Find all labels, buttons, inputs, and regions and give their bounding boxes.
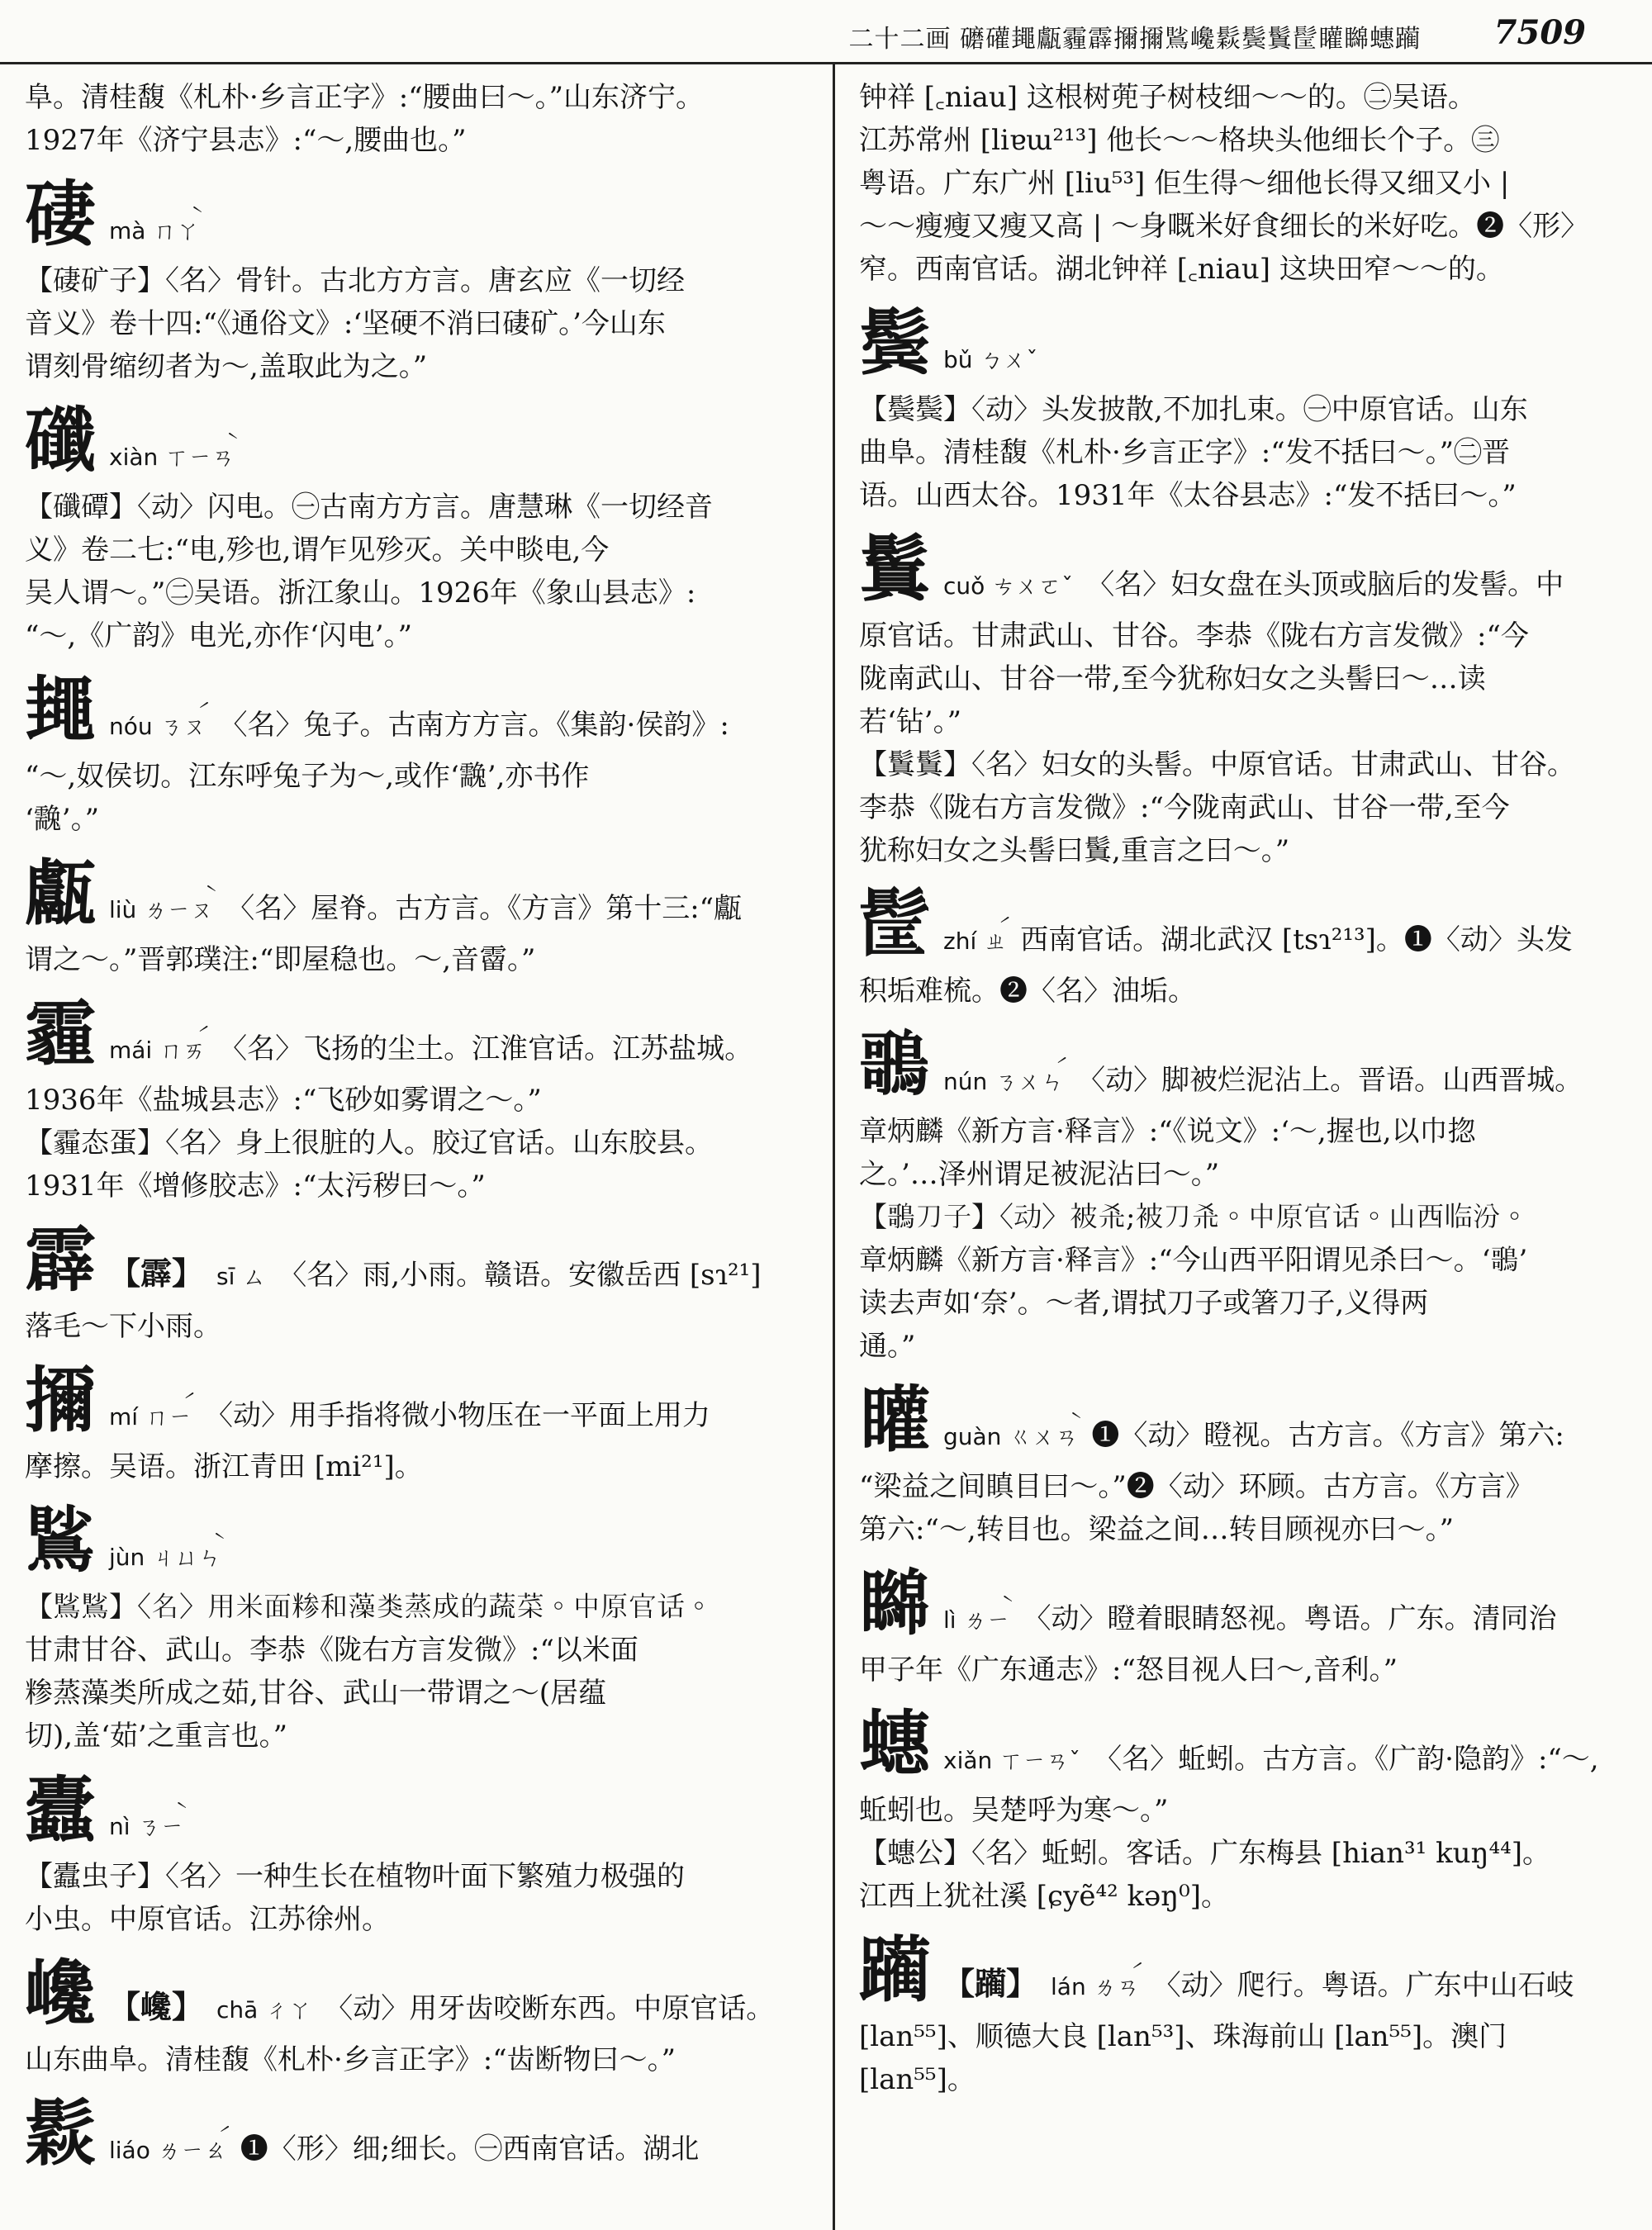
entry-line: 之。’…泽州谓足被泥沾曰～。” (859, 1158, 1220, 1191)
entry-line: 江苏常州 [liɐɯ²¹³] 他长～～格块头他细长个子。㊂ (859, 124, 1500, 157)
headword-pinyin: liù ㄌㄧㄡ̀ (109, 896, 214, 923)
headword-char: 霾 (25, 992, 96, 1075)
headword-char: 𪃧 (25, 1499, 96, 1582)
headword-entry (25, 1949, 816, 2038)
entry-line: 音义》卷十四:“《通俗文》:‘坚硬不消曰䃀矿。’今山东 (25, 307, 666, 340)
headword-entry (25, 1216, 816, 1305)
headword-pinyin: sī ㄙ (216, 1263, 266, 1290)
headword-char: 𩬹 (859, 883, 930, 966)
entry-line: 落毛～下小雨。 (25, 1310, 221, 1343)
headword-entry (25, 396, 816, 486)
entry-line: 1936年《盐城县志》:“飞砂如雾谓之～。” (25, 1084, 542, 1117)
right-column (859, 76, 1631, 2223)
headword-pinyin: cuǒ ㄘㄨㄛˇ (943, 572, 1074, 600)
headword-pinyin: lán ㄌㄢ́ (1051, 1973, 1140, 2000)
entry-line: 义》卷二七:“电,殄也,谓乍见殄灭。关中睒电,今 (25, 534, 610, 567)
headword-pinyin: lì ㄌㄧ̀ (943, 1606, 1010, 1634)
entry-line: 小虫。中原官话。江苏徐州。 (25, 1903, 390, 1936)
headword-pinyin: nún ㄋㄨㄣ́ (943, 1068, 1065, 1095)
headword-entry (25, 849, 816, 938)
headword-pinyin: nóu ㄋㄡ́ (109, 713, 206, 740)
headword-char: 𪃿 (859, 1023, 930, 1107)
entry-line: 1931年《增修胶志》:“太污秽曰～。” (25, 1170, 486, 1203)
entry-line: 【鬒鬒】〈名〉妇女的头髻。中原官话。甘肃武山、甘谷。 (859, 748, 1575, 781)
headword-entry (859, 1926, 1631, 2015)
entry-line: ‘䨲’。” (25, 803, 99, 836)
headword-char: 矔 (859, 1378, 930, 1462)
headword-char: 䵷 (25, 668, 96, 752)
headword-entry (859, 1700, 1631, 1789)
entry-text: ❶〈动〉瞪视。古方言。《方言》第六: (1091, 1419, 1564, 1452)
entry-line: 钟祥 [꜀niau] 这根树蔸子树枝细～～的。㊁吴语。 (859, 81, 1476, 114)
entry-line: 阜。清桂馥《札朴·乡言正字》:“腰曲曰～。”山东济宁。 (25, 81, 705, 114)
headword-pinyin: zhí ㄓ́ (943, 928, 1008, 955)
column-divider (833, 64, 835, 2230)
entry-text: 〈名〉兔子。古南方方言。《集韵·侯韵》: (219, 709, 729, 742)
entry-line: 窄。西南官话。湖北钟祥 [꜀niau] 这块田窄～～的。 (859, 253, 1504, 286)
entry-line: 【䃸磹】〈动〉闪电。㊀古南方方言。唐慧琳《一切经音 (25, 491, 713, 524)
headword-entry (859, 1021, 1631, 1110)
headword-char: 躏 (859, 1929, 930, 2012)
headword-pinyin: liáo ㄌㄧㄠ́ (109, 2137, 227, 2164)
headword-char: 蠹 (25, 1768, 96, 1852)
headword-entry (25, 989, 816, 1079)
headword-entry (859, 880, 1631, 970)
entry-line: 【𪃧𪃧】〈名〉用米面糁和藻类蒸成的蔬菜。中原官话。 (25, 1591, 713, 1624)
page-number: 7509 (1493, 13, 1586, 52)
headword-pinyin: chā ㄔㄚ (216, 1996, 312, 2024)
headword-char: 鬏 (25, 2092, 96, 2175)
headword-entry (859, 1559, 1631, 1649)
entry-text: 〈名〉蚯蚓。古方言。《广韵·隐韵》:“～, (1094, 1743, 1599, 1776)
entry-line: 吴人谓～。”㊁吴语。浙江象山。1926年《象山县志》: (25, 576, 696, 610)
entry-line: 原官话。甘肃武山、甘谷。李恭《陇右方言发微》:“今 (859, 619, 1529, 652)
headword-pinyin: mí ㄇㄧ́ (109, 1403, 192, 1431)
headword-variant: 【巉】 (109, 1988, 204, 2025)
headword-pinyin: xiǎn ㄒㄧㄢˇ (943, 1747, 1081, 1774)
entry-text: 〈动〉用牙齿咬断东西。中原官话。 (325, 1992, 775, 2025)
entry-line: 江西上犹社溪 [ɕyẽ⁴² kəŋ⁰]。 (859, 1880, 1230, 1913)
entry-line: 陇南武山、甘谷一带,至今犹称妇女之头髻曰～…读 (859, 662, 1486, 695)
headword-pinyin: mà ㄇㄚ̀ (109, 217, 200, 244)
entry-line: 谓刻骨缩纫者为～,盖取此为之。” (25, 350, 428, 383)
entry-line: “梁益之间瞋目曰～。”❷〈动〉环顾。古方言。《方言》 (859, 1470, 1534, 1503)
entry-line: 曲阜。清桂馥《札朴·乡言正字》:“发不括曰～。”㊁晋 (859, 436, 1511, 469)
entry-line: 第六:“～,转目也。梁益之间…转目顾视亦曰～。” (859, 1513, 1455, 1546)
entry-text: 〈名〉屋脊。古方言。《方言》第十三:“甗 (226, 892, 743, 925)
entry-text: 〈动〉瞪着眼睛怒视。粤语。广东。清同治 (1023, 1602, 1557, 1635)
entry-text: ❶〈形〉细;细长。㊀西南官话。湖北 (240, 2133, 700, 2166)
entry-line: 甘肃甘谷、武山。李恭《陇右方言发微》:“以米面 (25, 1634, 638, 1667)
entry-line: 通。” (859, 1330, 916, 1363)
left-column (25, 76, 816, 2223)
entry-line: 语。山西太谷。1931年《太谷县志》:“发不括曰～。” (859, 479, 1517, 512)
entry-text: 〈名〉雨,小雨。赣语。安徽岳西 [sɿ²¹] (278, 1259, 762, 1292)
headword-entry (859, 1376, 1631, 1465)
entry-line: 【𪃿刀子】〈动〉被杀;被刀杀。中原官话。山西临汾。 (859, 1201, 1529, 1234)
entry-line: 李恭《陇右方言发微》:“今陇南武山、甘谷一带,至今 (859, 791, 1510, 824)
headword-pinyin: bǔ ㄅㄨˇ (943, 346, 1038, 373)
entry-line: 摩擦。吴语。浙江青田 [mi²¹]。 (25, 1450, 423, 1483)
headword-char: 蟪 (859, 1702, 930, 1786)
entry-line: 谓之～。”晋郭璞注:“即屋稳也。～,音霤。” (25, 943, 536, 976)
headword-pinyin: jùn ㄐㄩㄣ̀ (109, 1544, 222, 1571)
headword-entry (25, 1356, 816, 1445)
headword-entry (25, 1766, 816, 1855)
entry-line: 章炳麟《新方言·释言》:“今山西平阳谓见杀曰～。‘𪃿’ (859, 1244, 1528, 1277)
entry-line: 【蠹虫子】〈名〉一种生长在植物叶面下繁殖力极强的 (25, 1860, 685, 1893)
entry-line: “～,《广韵》电光,亦作‘闪电’。” (25, 619, 412, 652)
entry-line: 积垢难梳。❷〈名〉油垢。 (859, 975, 1196, 1008)
headword-char: 䃸 (25, 399, 96, 482)
entry-line: 山东曲阜。清桂馥《札朴·乡言正字》:“齿断物曰～。” (25, 2043, 676, 2076)
entry-line: [lan⁵⁵]、顺德大良 [lan⁵³]、珠海前山 [lan⁵⁵]。澳门 (859, 2020, 1507, 2053)
entry-line: 1927年《济宁县志》:“～,腰曲也。” (25, 124, 467, 157)
entry-text: 〈名〉飞扬的尘土。江淮官话。江苏盐城。 (219, 1032, 753, 1065)
headword-char: 䃀 (25, 173, 96, 256)
headword-variant: 【霹】 (109, 1255, 204, 1292)
entry-text: 〈动〉脚被烂泥沾上。晋语。山西晋城。 (1077, 1064, 1583, 1097)
entry-line: 【霾态蛋】〈名〉身上很脏的人。胶辽官话。山东胶县。 (25, 1127, 713, 1160)
entry-line: 蚯蚓也。吴楚呼为寒～。” (859, 1794, 1169, 1827)
entry-line: 糁蒸藻类所成之茹,甘谷、武山一带谓之～(居蕴 (25, 1677, 607, 1710)
entry-line: ～～瘦瘦又瘦又高 | ～身嘅米好食细长的米好吃。❷〈形〉 (859, 210, 1589, 243)
headword-entry (25, 2090, 816, 2179)
headword-char: 甗 (25, 852, 96, 935)
headword-entry (859, 299, 1631, 388)
entry-text: 〈动〉爬行。粤语。广东中山石岐 (1152, 1969, 1574, 2002)
headword-entry (25, 1497, 816, 1586)
entry-line: 【鬓鬓】〈动〉头发披散,不加扎束。㊀中原官话。山东 (859, 393, 1528, 426)
entry-text: 〈动〉用手指将微小物压在一平面上用力 (204, 1399, 710, 1432)
entry-line: 若‘钻’。” (859, 705, 961, 738)
headword-pinyin: guàn ㄍㄨㄢ̀ (943, 1423, 1079, 1450)
headword-char: 矊 (859, 1562, 930, 1645)
running-header: 二十二画 礳礶䵷甗霾霹擟擟𪃧巉鬏鬓鬒𩬹矔矊蟪躏 (848, 25, 1421, 54)
headword-char: 巉 (25, 1952, 96, 2035)
entry-line: 【䃀矿子】〈名〉骨针。古北方方言。唐玄应《一切经 (25, 264, 685, 297)
headword-pinyin: nì ㄋㄧ̀ (109, 1813, 184, 1840)
entry-line: 章炳麟《新方言·释言》:“《说文》:‘～,握也,以巾㧾 (859, 1115, 1476, 1148)
entry-line: 【蟪公】〈名〉蚯蚓。客话。广东梅县 [hian³¹ kuŋ⁴⁴]。 (859, 1837, 1550, 1870)
entry-line: 读去声如‘奈’。～者,谓拭刀子或箸刀子,义得两 (859, 1287, 1429, 1320)
headword-char: 鬓 (859, 301, 930, 385)
headword-char: 鬒 (859, 528, 930, 611)
headword-entry (25, 666, 816, 755)
entry-line: [lan⁵⁵]。 (859, 2063, 976, 2096)
entry-text: 西南官话。湖北武汉 [tsɿ²¹³]。❶〈动〉头发 (1020, 923, 1573, 956)
headword-char: 擟 (25, 1359, 96, 1442)
headword-pinyin: xiàn ㄒㄧㄢ̀ (109, 444, 235, 471)
headword-entry (859, 525, 1631, 614)
entry-line: “～,奴侯切。江东呼兔子为～,或作‘䨲’,亦书作 (25, 760, 590, 793)
entry-line: 切),盖‘茹’之重言也。” (25, 1720, 288, 1753)
headword-entry (25, 170, 816, 259)
headword-char: 霹 (25, 1218, 96, 1302)
entry-line: 犹称妇女之头髻曰鬒,重言之曰～。” (859, 834, 1290, 867)
entry-line: 粤语。广东广州 [liu⁵³] 佢生得～细他长得又细又小 | (859, 167, 1510, 200)
headword-variant: 【躏】 (943, 1965, 1038, 2002)
entry-text: 〈名〉妇女盘在头顶或脑后的发髻。中 (1086, 568, 1564, 601)
headword-pinyin: mái ㄇㄞ́ (109, 1037, 206, 1064)
entry-line: 甲子年《广东通志》:“怒目视人曰～,音利。” (859, 1654, 1398, 1687)
page-header (0, 0, 1652, 64)
